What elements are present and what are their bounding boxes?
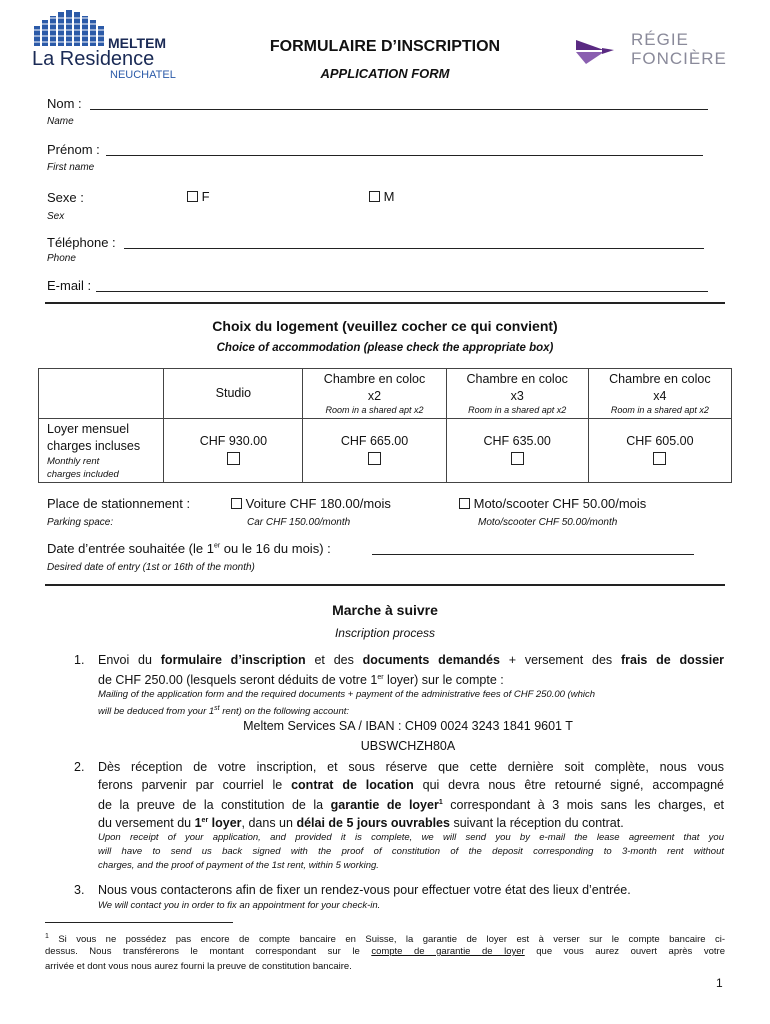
row-sub-line2: charges included: [47, 468, 119, 480]
prenom-input[interactable]: [106, 155, 703, 156]
step1-bold-fees: frais de dossier: [620, 653, 725, 667]
step2-bold: 1: [194, 816, 202, 831]
step1-text: de CHF 250.00 (lesquels seront déduits de votre 1: [98, 673, 378, 688]
step2-line4: [98, 812, 624, 832]
page-number: 1: [716, 976, 723, 990]
entry-date-label-b: ou le 16 du mois) :: [220, 541, 331, 556]
sexe-f-checkbox[interactable]: [187, 191, 198, 202]
price-cell-coloc-x3: [446, 419, 588, 483]
step1-ital-1: Mailing of the application form and the required documents + payment of the administrative fees of CHF 250.00 (which: [98, 689, 595, 700]
section-divider-2: [45, 584, 725, 586]
table-header-studio: [164, 369, 303, 419]
parking-moto-checkbox[interactable]: [459, 498, 470, 509]
step2-text: suivant la réception du contrat.: [449, 816, 624, 831]
row-label-line2: charges incluses: [47, 438, 141, 453]
step2-text: de la preuve de la constitution de la: [98, 798, 331, 813]
sexe-f-label: F: [201, 189, 210, 204]
parking-car-option[interactable]: [231, 496, 391, 511]
col-header-sub: Room in a shared apt x2: [468, 405, 567, 415]
telephone-label: Téléphone :: [47, 235, 116, 250]
step1-bold-docs: documents demandés: [362, 653, 500, 667]
sexe-m-label: M: [383, 189, 395, 204]
entry-date-label-a: Date d’entrée souhaitée (le 1: [47, 541, 214, 556]
accommodation-title: Choix du logement (veuillez cocher ce qui convient): [212, 318, 558, 334]
process-title: Marche à suivre: [332, 602, 438, 618]
col-header-line2: x4: [653, 389, 667, 403]
step3-text: Nous vous contacterons afin de fixer un rendez-vous pour effectuer votre état des lieux d’entrée.: [98, 883, 631, 897]
telephone-sublabel: Phone: [47, 253, 76, 264]
section-divider: [45, 302, 725, 304]
step2-sup: er: [201, 817, 209, 824]
parking-label: Place de stationnement :: [47, 496, 191, 511]
step2-bold: loyer: [208, 816, 242, 831]
step1-text: + versement des: [499, 653, 621, 667]
footnote-underlined: compte de garantie de loyer: [371, 946, 525, 957]
step1-ital-text: rent) on the following account:: [219, 706, 350, 718]
step2-text: correspondant à 3 mois sans les charges, et: [442, 798, 724, 813]
parking-sublabel: Parking space:: [47, 517, 114, 528]
bank-account: Meltem Services SA / IBAN : CH09 0024 3243 1841 9601 T: [243, 719, 573, 733]
accommodation-table: [38, 368, 732, 483]
parking-car-sublabel: Car CHF 150.00/month: [247, 517, 351, 528]
prenom-sublabel: First name: [47, 162, 95, 173]
step2-line2: [98, 776, 724, 794]
coloc-x4-checkbox[interactable]: [653, 452, 666, 465]
step1-ital-text: will be deduced from your 1: [98, 706, 215, 718]
step3-number: 3.: [74, 883, 85, 897]
step2-number: 2.: [74, 760, 85, 774]
parking-moto-label: Moto/scooter CHF 50.00/mois: [473, 496, 647, 511]
footnote-ref[interactable]: 1: [438, 799, 443, 806]
bank-bic: UBSWCHZH80A: [360, 739, 456, 753]
parking-moto-sublabel: Moto/scooter CHF 50.00/month: [478, 517, 618, 528]
parking-moto-option[interactable]: [459, 496, 646, 511]
footnote-text: Si vous ne possédez pas encore de compte bancaire en Suisse, la garantie de loyer est à verser sur le compte bancaire ci-: [48, 934, 725, 946]
building-icon: [32, 8, 112, 50]
step2-line1: Dès réception de votre inscription, et sous réserve que cette dernière soit complète, nous vous: [98, 760, 724, 774]
coloc-x2-checkbox[interactable]: [368, 452, 381, 465]
step2-text: ferons parvenir par courriel le: [98, 778, 292, 792]
footnote-rule: [45, 922, 233, 923]
coloc-x3-checkbox[interactable]: [511, 452, 524, 465]
entry-date-label: [47, 541, 331, 556]
footnote-line2: [45, 945, 725, 959]
step1-line2: [98, 669, 504, 689]
sexe-m-checkbox[interactable]: [369, 191, 380, 202]
col-header-sub: Room in a shared apt x2: [325, 405, 424, 415]
step2-bold-delay: délai de 5 jours ouvrables: [296, 816, 450, 831]
footnote-mark: 1: [45, 933, 49, 940]
step1-bold-form: formulaire d’inscription: [160, 653, 306, 667]
row-label-line1: Loyer mensuel: [47, 421, 129, 436]
entry-date-sublabel: Desired date of entry (1st or 16th of the month): [47, 562, 255, 573]
sexe-f-option[interactable]: [187, 189, 210, 204]
step2-text: , dans un: [241, 816, 297, 831]
table-header-row: [39, 369, 732, 419]
parking-car-label: Voiture CHF 180.00/mois: [245, 496, 391, 511]
price-cell-coloc-x2: [303, 419, 446, 483]
email-input[interactable]: [96, 291, 708, 292]
logo-regie-text: RÉGIE: [631, 30, 689, 49]
col-header-line1: Chambre en coloc: [323, 372, 426, 386]
entry-date-sup: er: [213, 542, 221, 550]
sexe-label: Sexe :: [47, 190, 84, 205]
table-header-coloc-x4: [588, 369, 731, 419]
step2-bold-guarantee: garantie de loyer: [330, 798, 439, 813]
meltem-logo: [30, 8, 182, 82]
price-value: CHF 605.00: [626, 434, 694, 448]
step1-ital-sup: st: [214, 705, 220, 712]
prenom-label: Prénom :: [47, 142, 100, 157]
step1-text: et des: [305, 653, 363, 667]
step2-bold-contract: contrat de location: [291, 778, 414, 792]
step1-number: 1.: [74, 653, 85, 667]
price-cell-studio: [164, 419, 303, 483]
step1-text: Envoi du: [98, 653, 161, 667]
col-header-line1: Chambre en coloc: [609, 372, 711, 386]
sexe-m-option[interactable]: [369, 189, 394, 204]
page-title: FORMULAIRE D’INSCRIPTION: [269, 38, 501, 55]
step2-ital-2: will have to send us back signed with the proof of constitution of the deposit corresponding to 3-month rent without: [98, 846, 724, 857]
page-subtitle: APPLICATION FORM: [320, 66, 450, 81]
step2-text: qui devra nous être retourné signé, accompagné: [413, 778, 724, 792]
parking-car-checkbox[interactable]: [231, 498, 242, 509]
row-label-cell: [39, 419, 164, 483]
table-corner-cell: [39, 369, 164, 419]
logo-fonciere-text: FONCIÈRE: [631, 49, 727, 68]
step2-text: du versement du: [98, 816, 195, 831]
step1-text: loyer) sur le compte :: [383, 673, 504, 688]
step2-ital-3: charges, and the proof of payment of the 1st rent, within 5 working.: [98, 860, 379, 871]
step3-ital: We will contact you in order to fix an appointment for your check-in.: [98, 900, 381, 911]
price-value: CHF 665.00: [340, 434, 409, 448]
logo-neuchatel-text: NEUCHATEL: [110, 69, 176, 81]
studio-checkbox[interactable]: [227, 452, 240, 465]
footnote-text: que vous aurez ouvert après votre: [524, 946, 725, 957]
footnote-text: dessus. Nous transférerons le montant correspondant sur le: [45, 946, 372, 957]
col-header-line1: Chambre en coloc: [466, 372, 568, 386]
process-subtitle: Inscription process: [334, 626, 436, 640]
telephone-input[interactable]: [124, 248, 704, 249]
table-header-coloc-x3: [446, 369, 588, 419]
col-header-line2: x2: [367, 389, 382, 403]
nom-label: Nom :: [47, 96, 82, 111]
footnote-line3: arrivée et dont vous nous aurez fourni la preuve de constitution bancaire.: [45, 961, 352, 972]
regie-fonciere-logo: [572, 30, 742, 72]
logo-residence-text: La Residence: [32, 48, 155, 70]
col-header-sub: Room in a shared apt x2: [610, 405, 709, 415]
col-header-line1: Studio: [215, 386, 252, 400]
table-header-coloc-x2: [303, 369, 446, 419]
arrow-logo-icon: [572, 32, 616, 72]
entry-date-input[interactable]: [372, 554, 694, 555]
accommodation-subtitle: Choice of accommodation (please check the appropriate box): [216, 342, 554, 354]
sexe-sublabel: Sex: [47, 211, 65, 222]
step2-ital-1: Upon receipt of your application, and provided it is complete, we will send you by e-mail the lease agreement that you: [98, 832, 724, 843]
step1-line1: [98, 651, 724, 669]
price-cell-coloc-x4: [588, 419, 731, 483]
col-header-line2: x3: [510, 389, 524, 403]
nom-input[interactable]: [90, 109, 708, 110]
price-value: CHF 930.00: [199, 434, 268, 448]
email-label: E-mail :: [47, 278, 92, 293]
nom-sublabel: Name: [47, 116, 74, 127]
row-sub-line1: Monthly rent: [47, 455, 100, 467]
logo-meltem-text: MELTEM: [108, 35, 167, 51]
step1-sup: er: [377, 674, 384, 681]
table-row: [39, 419, 732, 483]
price-value: CHF 635.00: [483, 434, 551, 448]
